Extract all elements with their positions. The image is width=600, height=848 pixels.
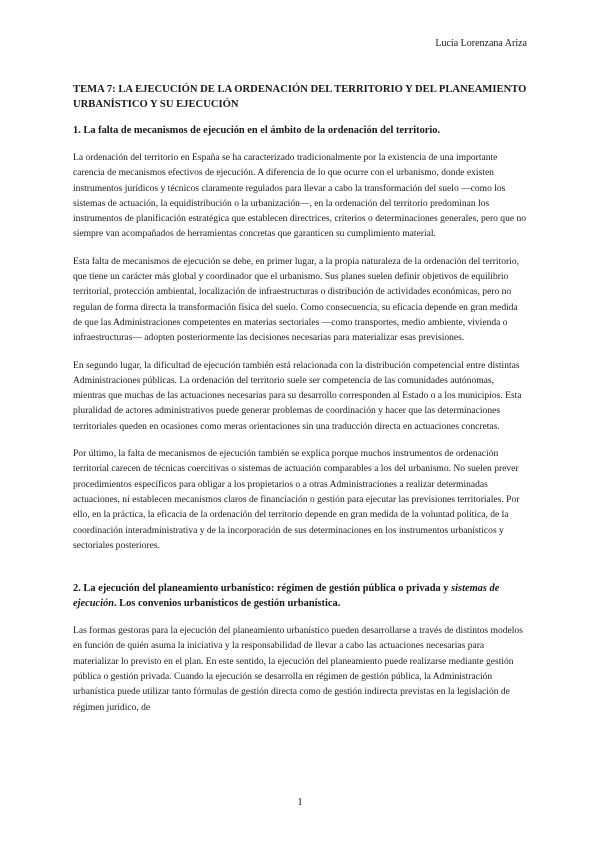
section-1-heading: 1. La falta de mecanismos de ejecución en el ámbito de la ordenación del territorio.	[73, 125, 441, 136]
section-1-paragraph-3: En segundo lugar, la dificultad de ejecución también está relacionada con la distribución competencial entre distintas Administraciones públicas. La ordenación del territorio suele ser competencia de las comunidades autónomas, mientras que muchas de las actuaciones necesarias para su desarrollo corresponden al Estado o a los municipios. Esta pluralidad de actores administrativos puede generar problemas de coordinación y hacer que las determinaciones territoriales queden en ocasiones como meras orientaciones sin una traducción directa en actuaciones concretas.	[73, 359, 522, 432]
section-2-heading-italic: sistemas de ejecución	[73, 583, 500, 610]
section-1-paragraph-1: La ordenación del territorio en España se ha caracterizado tradicionalmente por la existencia de una importante carencia de mecanismos efectivos de ejecución. A diferencia de lo que ocurre con el urbanismo, donde existen instrumentos jurídicos y técnicos claramente regulados para llevar a cabo la transformación del suelo —como los sistemas de actuación, la equidistribución o la urbanización—, en la ordenación del territorio predominan los instrumentos de planificación estratégica que establecen directrices, criterios o determinaciones generales, pero que no siempre van acompañados de herramientas concretas que garanticen su cumplimiento material.	[73, 152, 527, 240]
section-2-heading-part-1: 2. La ejecución del planeamiento urbanístico: régimen de gestión pública o privada y	[73, 583, 452, 595]
section-2-paragraph-1: Las formas gestoras para la ejecución del planeamiento urbanístico pueden desarrollarse a través de distintos modelos en función de quién asuma la iniciativa y la responsabilidad de llevar a cabo las actuaciones necesarias para materializar lo previsto en el plan. En este sentido, la ejecución del planeamiento puede realizarse mediante gestión pública o gestión privada. Cuando la ejecución se desarrolla en régimen de gestión pública, la Administración urbanística puede utilizar tanto fórmulas de gestión directa como de gestión indirecta previstas en la legislación de régimen jurídico, de	[73, 625, 523, 713]
section-2-heading	[73, 581, 528, 611]
section-1-paragraph-4: Por último, la falta de mecanismos de ejecución también se explica porque muchos instrumentos de ordenación territorial carecen de técnicas coercitivas o sistemas de actuación comparables a los del urbanismo. No suelen prever procedimientos específicos para obligar a los propietarios o a otras Administraciones a realizar determinadas actuaciones, ni establecen mecanismos claros de financiación o gestión para ejecutar las previsiones territoriales. Por ello, en la práctica, la eficacia de la ordenación del territorio depende en gran medida de la voluntad política, de la coordinación interadministrativa y de la incorporación de sus determinaciones en los instrumentos urbanísticos y sectoriales posteriores.	[73, 448, 520, 551]
section-1-paragraph-2: Esta falta de mecanismos de ejecución se debe, en primer lugar, a la propia naturaleza de la ordenación del territorio, que tiene un carácter más global y coordinador que el urbanismo. Sus planes suelen definir objetivos de equilibrio territorial, protección ambiental, localización de infraestructuras o distribución de actividades económicas, pero no regulan de forma directa la transformación física del suelo. Como consecuencia, su eficacia depende en gran medida de que las Administraciones competentes en materias sectoriales —como transportes, medio ambiente, vivienda o infraestructuras— adopten posteriormente las decisiones necesarias para materializar esas previsiones.	[73, 255, 519, 344]
section-2-heading-part-2: . Los convenios urbanísticos de gestión urbanística.	[113, 598, 341, 610]
page-number: 1	[297, 796, 303, 808]
author-header: Lucía Lorenzana Ariza	[435, 38, 527, 49]
document-title: TEMA 7: LA EJECUCIÓN DE LA ORDENACIÓN DEL TERRITORIO Y DEL PLANEAMIENTO URBANÍSTICO Y SU EJECUCIÓN	[73, 84, 527, 110]
document-body	[73, 82, 528, 727]
